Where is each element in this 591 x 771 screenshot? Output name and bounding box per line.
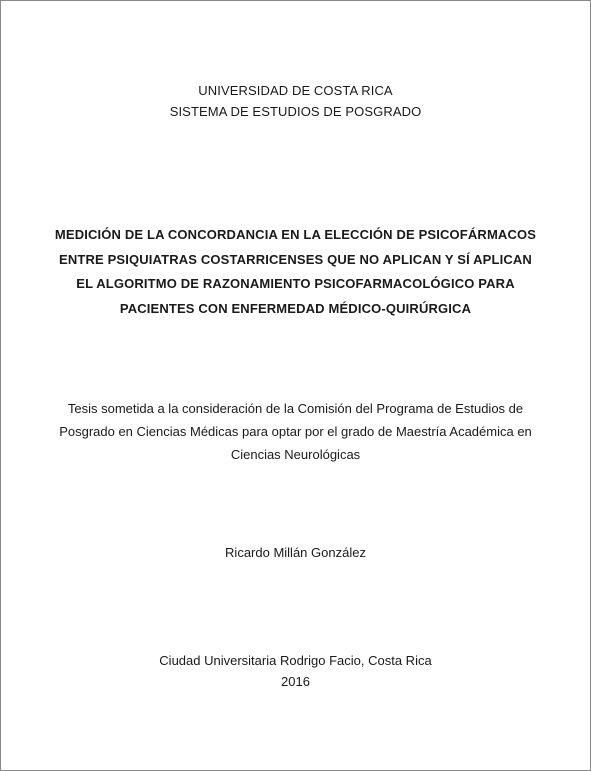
author-name [1,544,590,562]
submission-statement [1,397,590,466]
submission-line: Ciencias Neurológicas [230,447,361,462]
submission-line: Posgrado en Ciencias Médicas para optar por el grado de Maestría Académica en [59,424,532,439]
thesis-title-line: MEDICIÓN DE LA CONCORDANCIA EN LA ELECCIÓN DE PSICOFÁRMACOS [54,227,537,242]
place-and-date [1,650,590,692]
place-text: Ciudad Universitaria Rodrigo Facio, Costa Rica [159,653,432,668]
submission-line: Tesis sometida a la consideración de la Comisión del Programa de Estudios de [67,401,524,416]
thesis-title-line: PACIENTES CON ENFERMEDAD MÉDICO-QUIRÚRGICA [119,300,472,316]
thesis-title-line: ENTRE PSIQUIATRAS COSTARRICENSES QUE NO APLICAN Y SÍ APLICAN [59,251,532,267]
year-text: 2016 [281,674,310,689]
university-name: UNIVERSIDAD DE COSTA RICA [198,83,393,98]
institution-header [1,80,590,122]
author-name-text: Ricardo Millán González [225,545,366,560]
thesis-title-line: EL ALGORITMO DE RAZONAMIENTO PSICOFARMACOLÓGICO PARA [76,276,515,291]
graduate-system-name: SISTEMA DE ESTUDIOS DE POSGRADO [169,104,422,119]
thesis-title [1,223,590,321]
